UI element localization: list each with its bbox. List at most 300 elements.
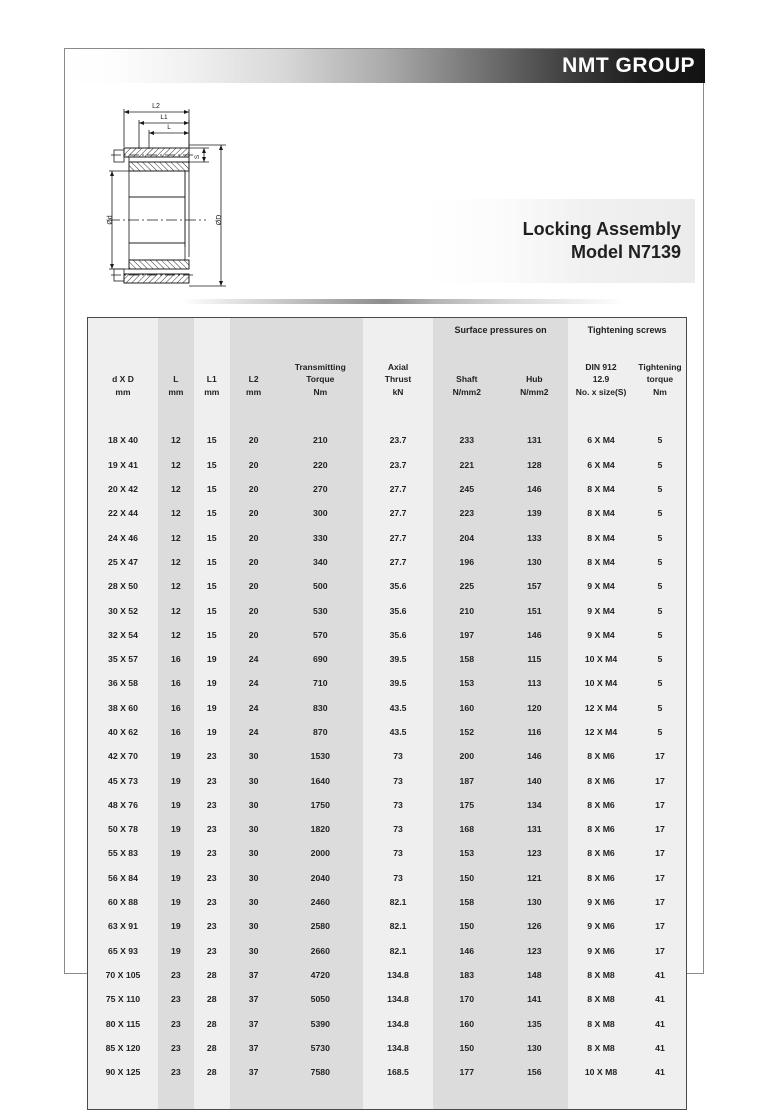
cell-tq: 5 (634, 720, 686, 744)
cell-dxd: 48 X 76 (88, 793, 158, 817)
cell-sh: 200 (433, 744, 501, 768)
cell-l: 23 (158, 1036, 194, 1060)
cell-tt: 5730 (278, 1036, 364, 1060)
cell-hb: 134 (501, 793, 569, 817)
cell-at: 82.1 (363, 914, 433, 938)
cell-l2: 30 (230, 939, 278, 963)
col-header-dxd (88, 342, 158, 404)
table-row (88, 598, 686, 622)
cell-sh: 146 (433, 939, 501, 963)
product-name: Locking Assembly (522, 218, 681, 239)
col-header-l2 (230, 342, 278, 404)
spacer-cell-din (568, 404, 634, 428)
cell-din: 8 X M8 (568, 963, 634, 987)
cell-sh: 150 (433, 1036, 501, 1060)
cell-l: 12 (158, 525, 194, 549)
cell-l1: 28 (194, 987, 230, 1011)
cell-l1: 28 (194, 1011, 230, 1035)
table-row (88, 1060, 686, 1084)
table-row (88, 987, 686, 1011)
group-header-surface-pressures: Surface pressures on (433, 318, 568, 342)
top-banner (65, 49, 705, 83)
cell-din: 8 X M6 (568, 866, 634, 890)
cell-l: 23 (158, 1011, 194, 1035)
col-header-din-l3: No. x size(S) (575, 386, 627, 397)
col-header-l2-l1: L2 (248, 374, 259, 385)
model-title-block (427, 199, 695, 283)
cell-sh: 183 (433, 963, 501, 987)
group-spacer-tt (278, 318, 364, 342)
cell-l2: 20 (230, 550, 278, 574)
col-header-din912 (568, 342, 634, 404)
cell-l2: 20 (230, 428, 278, 452)
cell-sh: 197 (433, 623, 501, 647)
cell-dxd: 18 X 40 (88, 428, 158, 452)
cell-din: 10 X M4 (568, 647, 634, 671)
spacer-cell-tt (278, 404, 364, 428)
cell-dxd: 25 X 47 (88, 550, 158, 574)
cell-l: 19 (158, 768, 194, 792)
cell-l2: 37 (230, 963, 278, 987)
col-header-dxd-l1: d X D (112, 374, 134, 385)
cell-l1: 23 (194, 793, 230, 817)
col-header-tt-l2: Torque (306, 374, 335, 385)
col-header-l1-l1: L1 (206, 374, 217, 385)
cell-tq: 5 (634, 428, 686, 452)
cell-tq: 5 (634, 574, 686, 598)
spacer-cell-tq (634, 404, 686, 428)
cell-tt: 1640 (278, 768, 364, 792)
cell-din: 9 X M4 (568, 623, 634, 647)
cell-l1: 23 (194, 866, 230, 890)
cell-dxd: 36 X 58 (88, 671, 158, 695)
col-header-hub (501, 342, 569, 404)
cell-l: 19 (158, 793, 194, 817)
cell-hb: 133 (501, 525, 569, 549)
cell-hb: 126 (501, 914, 569, 938)
cell-tq: 17 (634, 768, 686, 792)
group-header-tightening-screws: Tightening screws (568, 318, 686, 342)
cell-din: 9 X M6 (568, 914, 634, 938)
cell-at: 35.6 (363, 623, 433, 647)
cell-tt: 830 (278, 696, 364, 720)
dim-label-d-big: ØD (216, 214, 223, 226)
cell-din: 8 X M4 (568, 477, 634, 501)
cell-tq: 17 (634, 866, 686, 890)
cell-l1: 15 (194, 574, 230, 598)
cell-at: 43.5 (363, 720, 433, 744)
cell-sh: 160 (433, 1011, 501, 1035)
cell-tq: 41 (634, 987, 686, 1011)
specification-table-frame (87, 317, 687, 1110)
spacer-cell-l2 (230, 1084, 278, 1108)
cell-tq: 41 (634, 963, 686, 987)
cell-l2: 30 (230, 890, 278, 914)
cell-tq: 17 (634, 817, 686, 841)
col-header-sh-l2: N/mm2 (452, 386, 481, 397)
cell-sh: 160 (433, 696, 501, 720)
cell-l2: 20 (230, 501, 278, 525)
specification-table (88, 318, 686, 1109)
cell-at: 39.5 (363, 671, 433, 695)
col-header-din-l2: 12.9 (592, 374, 610, 385)
cell-dxd: 45 X 73 (88, 768, 158, 792)
group-spacer-l (158, 318, 194, 342)
cell-at: 39.5 (363, 647, 433, 671)
cell-sh: 225 (433, 574, 501, 598)
cell-din: 8 X M6 (568, 793, 634, 817)
table-row (88, 914, 686, 938)
table-row (88, 817, 686, 841)
cell-din: 12 X M4 (568, 720, 634, 744)
cell-l1: 15 (194, 525, 230, 549)
col-header-din-l1: DIN 912 (585, 362, 617, 373)
table-row (88, 623, 686, 647)
spacer-cell-l1 (194, 1084, 230, 1108)
cell-l2: 30 (230, 866, 278, 890)
col-header-sh-l1: Shaft (456, 374, 478, 385)
cell-l: 23 (158, 963, 194, 987)
table-row (88, 963, 686, 987)
col-header-l-l2: mm (168, 386, 184, 397)
spacer-cell-hb (501, 404, 569, 428)
cell-sh: 204 (433, 525, 501, 549)
cell-hb: 157 (501, 574, 569, 598)
cell-din: 8 X M8 (568, 987, 634, 1011)
spacer-cell-hb (501, 1084, 569, 1108)
cell-tq: 5 (634, 671, 686, 695)
cell-tt: 300 (278, 501, 364, 525)
table-row (88, 768, 686, 792)
cell-at: 23.7 (363, 453, 433, 477)
cell-hb: 113 (501, 671, 569, 695)
table-head (88, 318, 686, 404)
cell-dxd: 28 X 50 (88, 574, 158, 598)
group-spacer-at (363, 318, 433, 342)
cell-dxd: 70 X 105 (88, 963, 158, 987)
cell-tt: 4720 (278, 963, 364, 987)
spacer-cell-at (363, 404, 433, 428)
table-header-row (88, 342, 686, 404)
cell-hb: 146 (501, 623, 569, 647)
cell-tq: 5 (634, 598, 686, 622)
cell-l2: 37 (230, 1011, 278, 1035)
spacer-cell-tq (634, 1084, 686, 1108)
cell-hb: 156 (501, 1060, 569, 1084)
cell-din: 12 X M4 (568, 696, 634, 720)
cell-tt: 2660 (278, 939, 364, 963)
cell-din: 8 X M6 (568, 768, 634, 792)
cell-l: 12 (158, 501, 194, 525)
cell-at: 73 (363, 817, 433, 841)
cell-din: 8 X M8 (568, 1011, 634, 1035)
cell-din: 8 X M4 (568, 550, 634, 574)
cell-sh: 223 (433, 501, 501, 525)
cell-tq: 17 (634, 914, 686, 938)
cell-at: 43.5 (363, 696, 433, 720)
cell-tt: 330 (278, 525, 364, 549)
cell-l: 12 (158, 428, 194, 452)
cell-tq: 17 (634, 890, 686, 914)
spacer-cell-dxd (88, 404, 158, 428)
section-divider (67, 299, 703, 304)
cell-l: 19 (158, 744, 194, 768)
cell-tt: 870 (278, 720, 364, 744)
cell-dxd: 80 X 115 (88, 1011, 158, 1035)
cell-l: 12 (158, 598, 194, 622)
cell-tt: 530 (278, 598, 364, 622)
cell-sh: 152 (433, 720, 501, 744)
cell-din: 8 X M6 (568, 744, 634, 768)
col-header-shaft (433, 342, 501, 404)
cell-l: 19 (158, 914, 194, 938)
cell-din: 8 X M4 (568, 501, 634, 525)
cell-dxd: 55 X 83 (88, 841, 158, 865)
cell-dxd: 56 X 84 (88, 866, 158, 890)
table-row (88, 939, 686, 963)
cell-tt: 2040 (278, 866, 364, 890)
col-header-l1 (194, 342, 230, 404)
cell-tt: 690 (278, 647, 364, 671)
cell-at: 168.5 (363, 1060, 433, 1084)
cell-dxd: 20 X 42 (88, 477, 158, 501)
cell-l: 19 (158, 866, 194, 890)
table-row (88, 720, 686, 744)
cell-sh: 158 (433, 647, 501, 671)
table-row (88, 841, 686, 865)
cell-l1: 15 (194, 428, 230, 452)
cell-tq: 41 (634, 1060, 686, 1084)
table-row (88, 1036, 686, 1060)
cell-sh: 150 (433, 914, 501, 938)
col-header-tq-l2: torque (646, 374, 674, 385)
cell-tq: 5 (634, 550, 686, 574)
cell-hb: 146 (501, 744, 569, 768)
cell-l2: 20 (230, 574, 278, 598)
group-spacer-l2 (230, 318, 278, 342)
cell-l1: 15 (194, 477, 230, 501)
cell-l1: 28 (194, 963, 230, 987)
cell-dxd: 22 X 44 (88, 501, 158, 525)
cell-l2: 20 (230, 525, 278, 549)
cell-l1: 15 (194, 550, 230, 574)
col-header-dxd-l2: mm (115, 386, 131, 397)
cell-l: 23 (158, 987, 194, 1011)
cell-l2: 37 (230, 987, 278, 1011)
cell-din: 8 X M8 (568, 1036, 634, 1060)
cell-hb: 121 (501, 866, 569, 890)
cell-l2: 30 (230, 744, 278, 768)
cell-l1: 23 (194, 817, 230, 841)
cell-l2: 24 (230, 696, 278, 720)
cell-l1: 19 (194, 720, 230, 744)
cell-sh: 175 (433, 793, 501, 817)
table-row (88, 866, 686, 890)
cell-dxd: 35 X 57 (88, 647, 158, 671)
col-header-transmitting-torque (278, 342, 364, 404)
cell-l2: 20 (230, 598, 278, 622)
col-header-l1-l2: mm (204, 386, 220, 397)
cell-tt: 2460 (278, 890, 364, 914)
table-row (88, 453, 686, 477)
cell-din: 8 X M6 (568, 817, 634, 841)
cell-din: 8 X M6 (568, 841, 634, 865)
cell-sh: 177 (433, 1060, 501, 1084)
cell-l: 12 (158, 574, 194, 598)
cell-din: 9 X M6 (568, 939, 634, 963)
cell-tt: 500 (278, 574, 364, 598)
table-group-header-row (88, 318, 686, 342)
cell-l: 16 (158, 720, 194, 744)
cell-tq: 41 (634, 1011, 686, 1035)
cell-dxd: 63 X 91 (88, 914, 158, 938)
cell-dxd: 19 X 41 (88, 453, 158, 477)
cell-sh: 245 (433, 477, 501, 501)
cell-l2: 37 (230, 1036, 278, 1060)
cell-at: 27.7 (363, 477, 433, 501)
col-header-at-l1: Axial (387, 362, 409, 373)
cell-l2: 20 (230, 623, 278, 647)
cell-tq: 5 (634, 501, 686, 525)
cell-l1: 23 (194, 841, 230, 865)
cell-l1: 19 (194, 696, 230, 720)
cell-sh: 210 (433, 598, 501, 622)
cell-sh: 221 (433, 453, 501, 477)
cell-tq: 17 (634, 793, 686, 817)
col-header-l-l1: L (173, 374, 179, 385)
cell-sh: 187 (433, 768, 501, 792)
spacer-cell-dxd (88, 1084, 158, 1108)
col-header-tt-l1: Transmitting (294, 362, 346, 373)
cell-tq: 5 (634, 623, 686, 647)
cell-tt: 710 (278, 671, 364, 695)
cell-tq: 5 (634, 477, 686, 501)
cell-l2: 30 (230, 841, 278, 865)
cell-l2: 30 (230, 768, 278, 792)
col-header-hb-l2: N/mm2 (520, 386, 549, 397)
cell-tq: 5 (634, 525, 686, 549)
cell-at: 73 (363, 841, 433, 865)
cell-tq: 17 (634, 744, 686, 768)
cell-din: 6 X M4 (568, 453, 634, 477)
cell-l: 12 (158, 623, 194, 647)
cell-l1: 23 (194, 768, 230, 792)
cell-dxd: 60 X 88 (88, 890, 158, 914)
cell-l2: 24 (230, 720, 278, 744)
table-row (88, 525, 686, 549)
table-row (88, 477, 686, 501)
assembly-cross-section-drawing (101, 87, 291, 302)
cell-tt: 570 (278, 623, 364, 647)
cell-at: 134.8 (363, 1036, 433, 1060)
cell-tt: 270 (278, 477, 364, 501)
cell-at: 82.1 (363, 890, 433, 914)
cell-tt: 220 (278, 453, 364, 477)
cell-hb: 131 (501, 428, 569, 452)
col-header-l2-l2: mm (246, 386, 262, 397)
table-row (88, 647, 686, 671)
cell-l1: 23 (194, 890, 230, 914)
dim-label-s: S (194, 154, 201, 160)
group-spacer-l1 (194, 318, 230, 342)
col-header-tt-l3: Nm (313, 386, 328, 397)
table-row (88, 793, 686, 817)
cell-at: 35.6 (363, 598, 433, 622)
cell-l2: 20 (230, 477, 278, 501)
table-bottom-spacer-row (88, 1084, 686, 1108)
cell-dxd: 42 X 70 (88, 744, 158, 768)
cell-dxd: 65 X 93 (88, 939, 158, 963)
cell-hb: 120 (501, 696, 569, 720)
cell-tt: 2580 (278, 914, 364, 938)
table-row (88, 501, 686, 525)
cell-hb: 141 (501, 987, 569, 1011)
spacer-cell-sh (433, 1084, 501, 1108)
cell-sh: 233 (433, 428, 501, 452)
cell-l1: 15 (194, 501, 230, 525)
cell-at: 35.6 (363, 574, 433, 598)
spacer-cell-l (158, 1084, 194, 1108)
cell-l: 12 (158, 477, 194, 501)
dim-label-d-small: Ød (107, 215, 114, 225)
company-name: NMT GROUP (562, 54, 695, 77)
cell-hb: 131 (501, 817, 569, 841)
cell-at: 73 (363, 793, 433, 817)
drawing-svg (101, 87, 291, 302)
cell-l: 16 (158, 696, 194, 720)
cell-at: 73 (363, 866, 433, 890)
cell-l: 16 (158, 647, 194, 671)
dim-label-l1: L1 (160, 114, 168, 121)
cell-tq: 5 (634, 696, 686, 720)
cell-tt: 1820 (278, 817, 364, 841)
spacer-cell-din (568, 1084, 634, 1108)
cell-l: 19 (158, 817, 194, 841)
cell-at: 73 (363, 744, 433, 768)
cell-l: 19 (158, 841, 194, 865)
cell-l1: 23 (194, 744, 230, 768)
cell-l: 19 (158, 939, 194, 963)
table-row (88, 890, 686, 914)
cell-tt: 1750 (278, 793, 364, 817)
table-row (88, 550, 686, 574)
col-header-l (158, 342, 194, 404)
dim-label-l2: L2 (152, 103, 160, 110)
cell-tq: 17 (634, 939, 686, 963)
cell-l2: 24 (230, 647, 278, 671)
table-row (88, 696, 686, 720)
cell-dxd: 85 X 120 (88, 1036, 158, 1060)
cell-l1: 23 (194, 914, 230, 938)
cell-hb: 139 (501, 501, 569, 525)
cell-dxd: 50 X 78 (88, 817, 158, 841)
cell-l1: 15 (194, 623, 230, 647)
cell-hb: 116 (501, 720, 569, 744)
cell-l2: 24 (230, 671, 278, 695)
cell-din: 6 X M4 (568, 428, 634, 452)
cell-din: 9 X M6 (568, 890, 634, 914)
cell-l2: 37 (230, 1060, 278, 1084)
cell-hb: 148 (501, 963, 569, 987)
cell-tq: 5 (634, 453, 686, 477)
cell-sh: 168 (433, 817, 501, 841)
cell-at: 27.7 (363, 550, 433, 574)
col-header-axial-thrust (363, 342, 433, 404)
cell-hb: 130 (501, 890, 569, 914)
table-row (88, 428, 686, 452)
cell-tt: 210 (278, 428, 364, 452)
cell-tt: 5050 (278, 987, 364, 1011)
